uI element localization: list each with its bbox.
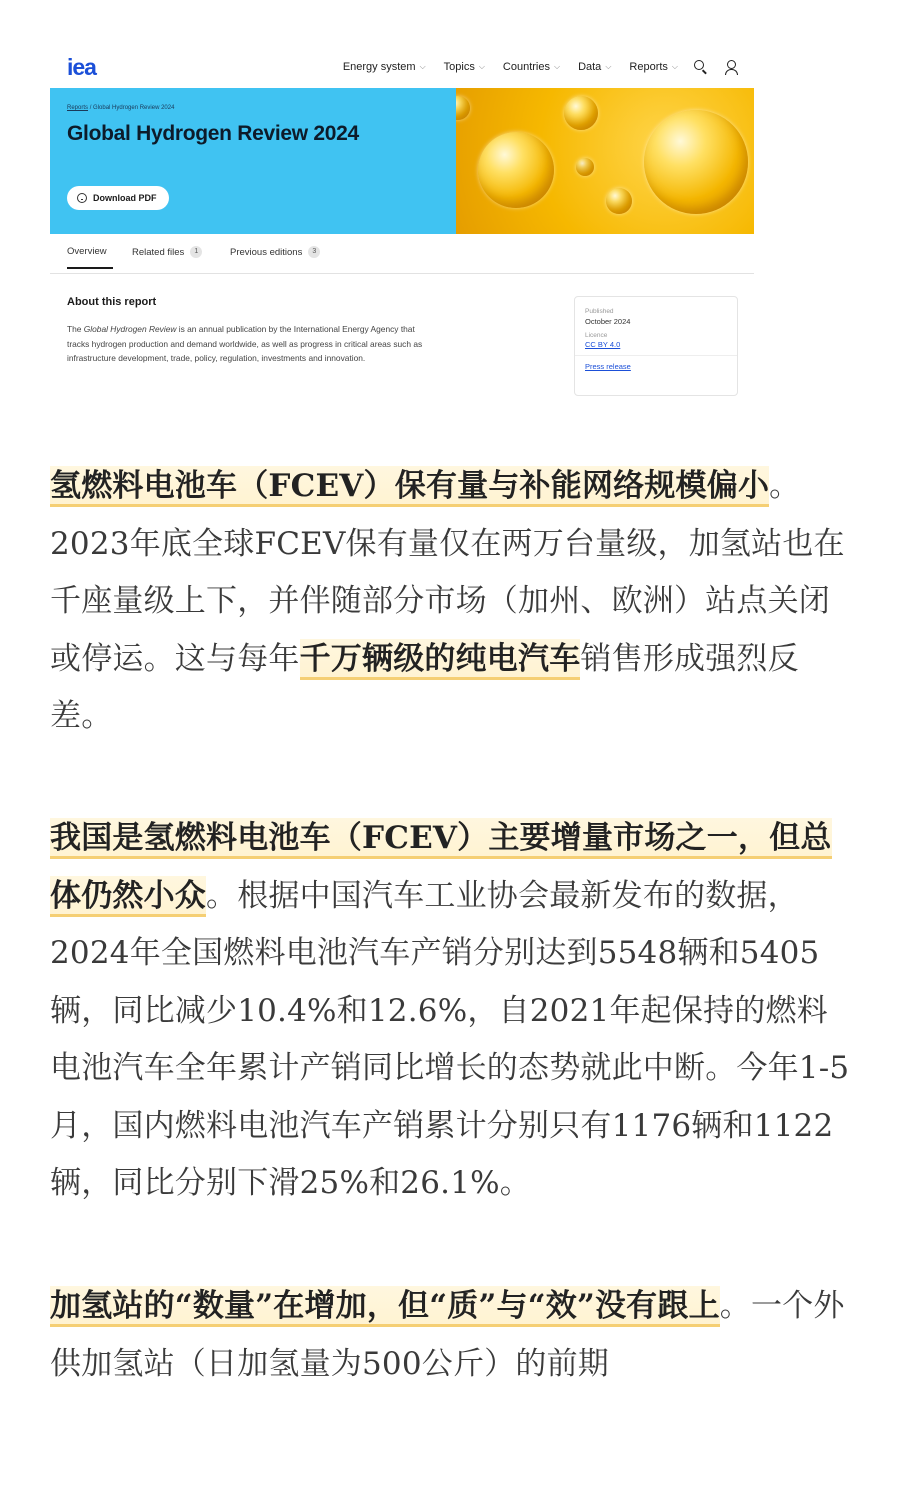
about-text-prefix: The (67, 324, 84, 334)
breadcrumb (67, 105, 174, 111)
body-text: 。根据中国汽车工业协会最新发布的数据，2024年全国燃料电池汽车产销分别达到5548辆和5405辆，同比减少10.4%和12.6%，自2021年起保持的燃料电池汽车全年累计产销同比增长的态势就此中断。今年1-5月，国内燃料电池汽车产销累计分别只有1176辆和1122辆，同比分别下滑25%和26.1%。 (50, 877, 850, 1201)
tab-label: Previous editions (230, 246, 303, 258)
report-meta-card (574, 296, 738, 396)
bubble-edge (456, 96, 470, 120)
bubble-tiny (606, 188, 632, 214)
breadcrumb-separator: / (89, 105, 92, 111)
highlight-text: 氢燃料电池车（FCEV）保有量与补能网络规模偏小 (50, 466, 769, 507)
article-paragraph-1 (50, 458, 850, 746)
nav-topics[interactable] (444, 61, 485, 73)
article-paragraph-2 (50, 810, 850, 1213)
breadcrumb-current: Global Hydrogen Review 2024 (93, 105, 175, 111)
search-icon[interactable] (694, 60, 708, 74)
nav-energy-system[interactable] (343, 61, 426, 73)
bubble-small (564, 96, 598, 130)
divider (575, 355, 737, 356)
highlight-text: 加氢站的“数量”在增加，但“质”与“效”没有跟上 (50, 1286, 720, 1327)
download-label: Download PDF (93, 193, 157, 203)
about-heading: About this report (67, 296, 157, 308)
tab-count-badge: 3 (308, 246, 320, 258)
tab-label: Overview (67, 246, 107, 257)
body-text: 。一个外供加氢站（日加氢量为500公斤）的前期 (50, 1288, 845, 1382)
licence-link[interactable]: CC BY 4.0 (585, 340, 621, 349)
bubble-mini (576, 158, 594, 176)
report-tabs (50, 234, 754, 274)
nav-label: Reports (629, 61, 668, 73)
chevron-down-icon: ⌵ (553, 62, 561, 71)
article-paragraph-3 (50, 1278, 850, 1393)
nav-links (325, 60, 738, 74)
about-text-italic: Global Hydrogen Review (83, 324, 177, 334)
nav-reports[interactable] (629, 61, 678, 73)
iea-logo[interactable]: iea (67, 54, 96, 80)
body-text: 。2023年底全球FCEV保有量仅在两万台量级，加氢站也在千座量级上下，并伴随部分市场（加州、欧洲）站点关闭或停运。这与每年 (50, 468, 845, 677)
body-text: 销售形成强烈反差。 (50, 640, 799, 734)
tab-count-badge: 1 (190, 246, 202, 258)
about-description (67, 322, 437, 366)
tab-label: Related files (132, 246, 185, 258)
page-title: Global Hydrogen Review 2024 (67, 122, 359, 145)
nav-label: Data (578, 61, 602, 73)
chevron-down-icon: ⌵ (671, 62, 678, 71)
highlight-text: 我国是氢燃料电池车（FCEV）主要增量市场之一，但总体仍然小众 (50, 818, 832, 917)
tab-overview[interactable] (67, 246, 107, 257)
report-banner (50, 88, 754, 234)
breadcrumb-reports-link[interactable]: Reports (67, 105, 89, 111)
tab-related-files[interactable] (132, 246, 202, 258)
published-label: Published (585, 308, 614, 315)
download-icon (77, 193, 87, 203)
banner-blue-panel (50, 88, 456, 234)
nav-label: Topics (443, 61, 475, 73)
press-release-link[interactable]: Press release (585, 362, 631, 371)
top-navigation (50, 40, 754, 88)
bubble-medium (478, 132, 554, 208)
hydrogen-bubbles-image (456, 88, 754, 234)
nav-label: Energy system (342, 61, 416, 73)
about-text-rest: is an annual publication by the International Energy Agency that tracks hydrogen production and demand worldwide, as well as progress in critical areas such as infrastructure development, trade, policy, regulation, investments and innovation. (67, 324, 423, 363)
chevron-down-icon: ⌵ (478, 62, 485, 71)
nav-label: Countries (502, 61, 550, 73)
bubble-large (644, 110, 748, 214)
download-pdf-button[interactable] (67, 186, 169, 210)
nav-countries[interactable] (503, 61, 560, 73)
nav-data[interactable] (578, 61, 611, 73)
licence-label: Licence (585, 332, 608, 339)
chevron-down-icon: ⌵ (605, 62, 612, 71)
tab-previous-editions[interactable] (230, 246, 320, 258)
active-tab-indicator (67, 267, 113, 269)
iea-report-screenshot (50, 40, 754, 396)
highlight-text: 千万辆级的纯电汽车 (300, 639, 581, 680)
user-icon[interactable] (724, 60, 738, 74)
chevron-down-icon: ⌵ (419, 62, 426, 71)
published-value: October 2024 (585, 317, 631, 326)
